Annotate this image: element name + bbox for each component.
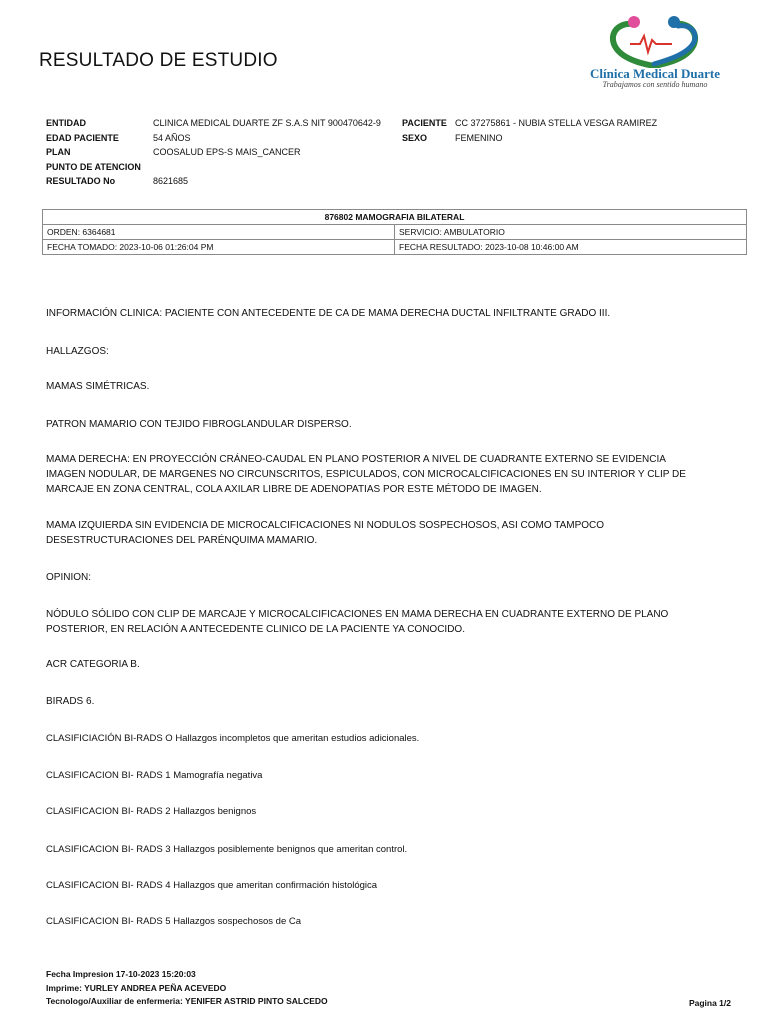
edad-label: EDAD PACIENTE: [46, 132, 119, 143]
opinion-paragraph: NÓDULO SÓLIDO CON CLIP DE MARCAJE Y MICROCALCIFICACIONES EN MAMA DERECHA EN CUADRANTE EXTERNO DE PLANO POSTERIOR, EN RELACIÓN A ANTECEDENTE CLINICO DE LA PACIENTE YA CONOCIDO.: [46, 609, 669, 635]
clinic-name: Clínica Medical Duarte: [590, 66, 720, 81]
hallazgos-heading: HALLAZGOS:: [46, 346, 109, 357]
finding-paragraph: MAMA IZQUIERDA SIN EVIDENCIA DE MICROCALCIFICACIONES NI NODULOS SOSPECHOSOS, ASI COMO TAMPOCO DESESTRUCTURACIONES DEL PARÉNQUIMA MAMARIO.: [46, 520, 605, 546]
finding-paragraph: MAMA DERECHA: EN PROYECCIÓN CRÁNEO-CAUDAL EN PLANO POSTERIOR A NIVEL DE CUADRANTE EXTERNO SE EVIDENCIA IMAGEN NODULAR, DE MARGENES NO CIRCUNSCRITOS, ESPICULADOS, CON MICROCALCIFICACIONES EN SU INTERIOR Y CLIP DE MARCAJE EN ZONA CENTRAL, COLA AXILAR LIBRE DE ADENOPATIAS POR ESTE MÉTODO DE IMAGEN.: [46, 454, 686, 495]
resultado-no-label: RESULTADO No: [46, 176, 116, 187]
edad-value: 54 AÑOS: [153, 132, 191, 143]
finding-line: PATRON MAMARIO CON TEJIDO FIBROGLANDULAR DISPERSO.: [46, 419, 352, 430]
plan-label: PLAN: [46, 147, 71, 158]
print-date: Fecha Impresion 17-10-2023 15:20:03: [46, 969, 196, 979]
study-table: [42, 209, 747, 255]
patient-info-right: [402, 118, 742, 147]
fecha-resultado-cell: FECHA RESULTADO: 2023-10-08 10:46:00 AM: [395, 240, 747, 255]
page-number: Pagina 1/2: [688, 998, 731, 1008]
opinion-heading: OPINION:: [46, 572, 92, 583]
sexo-value: FEMENINO: [455, 132, 503, 143]
birads-classification: CLASIFICACION BI- RADS 5 Hallazgos sospechosos de Ca: [46, 916, 302, 927]
plan-value: COOSALUD EPS-S MAIS_CANCER: [153, 147, 301, 158]
document-title: RESULTADO DE ESTUDIO: [39, 50, 278, 71]
finding-line: MAMAS SIMÉTRICAS.: [46, 381, 150, 392]
clinic-tagline: Trabajamos con sentido humano: [602, 80, 708, 89]
sexo-label: SEXO: [402, 132, 428, 143]
resultado-no-value: 8621685: [153, 176, 189, 187]
birads-classification: CLASIFICACION BI- RADS 1 Mamografía negativa: [46, 770, 263, 781]
orden-cell: ORDEN: 6364681: [43, 225, 395, 240]
heart-logo-icon: [606, 14, 704, 68]
servicio-cell: SERVICIO: AMBULATORIO: [395, 225, 747, 240]
birads-classification: CLASIFICACION BI- RADS 2 Hallazgos benignos: [46, 806, 257, 817]
paciente-value: CC 37275861 - NUBIA STELLA VESGA RAMIREZ: [455, 118, 658, 128]
birads-classification: CLASIFICIACIÓN BI-RADS O Hallazgos incompletos que ameritan estudios adicionales.: [46, 733, 420, 744]
paciente-label: PACIENTE: [402, 118, 447, 128]
clinical-info: INFORMACIÓN CLINICA: PACIENTE CON ANTECEDENTE DE CA DE MAMA DERECHA DUCTAL INFILTRANTE GRADO III.: [46, 308, 611, 319]
fecha-tomado-cell: FECHA TOMADO: 2023-10-06 01:26:04 PM: [43, 240, 395, 255]
footer: [46, 968, 328, 1009]
study-name: 876802 MAMOGRAFIA BILATERAL: [43, 210, 747, 225]
acr-category: ACR CATEGORIA B.: [46, 659, 140, 670]
technologist: Tecnologo/Auxiliar de enfermeria: YENIFER ASTRID PINTO SALCEDO: [46, 996, 328, 1006]
birads-classification: CLASIFICACION BI- RADS 4 Hallazgos que ameritan confirmación histológica: [46, 880, 378, 891]
punto-atencion-label: PUNTO DE ATENCION: [46, 161, 141, 172]
birads-classification: CLASIFICACION BI- RADS 3 Hallazgos posiblemente benignos que ameritan control.: [46, 844, 408, 855]
entidad-label: ENTIDAD: [46, 118, 86, 128]
printed-by: Imprime: YURLEY ANDREA PEÑA ACEVEDO: [46, 982, 227, 993]
patient-info-left: [46, 118, 386, 191]
birads-value: BIRADS 6.: [46, 696, 95, 707]
clinic-logo: [580, 14, 730, 94]
entidad-value: CLINICA MEDICAL DUARTE ZF S.A.S NIT 900470642-9: [153, 118, 381, 128]
